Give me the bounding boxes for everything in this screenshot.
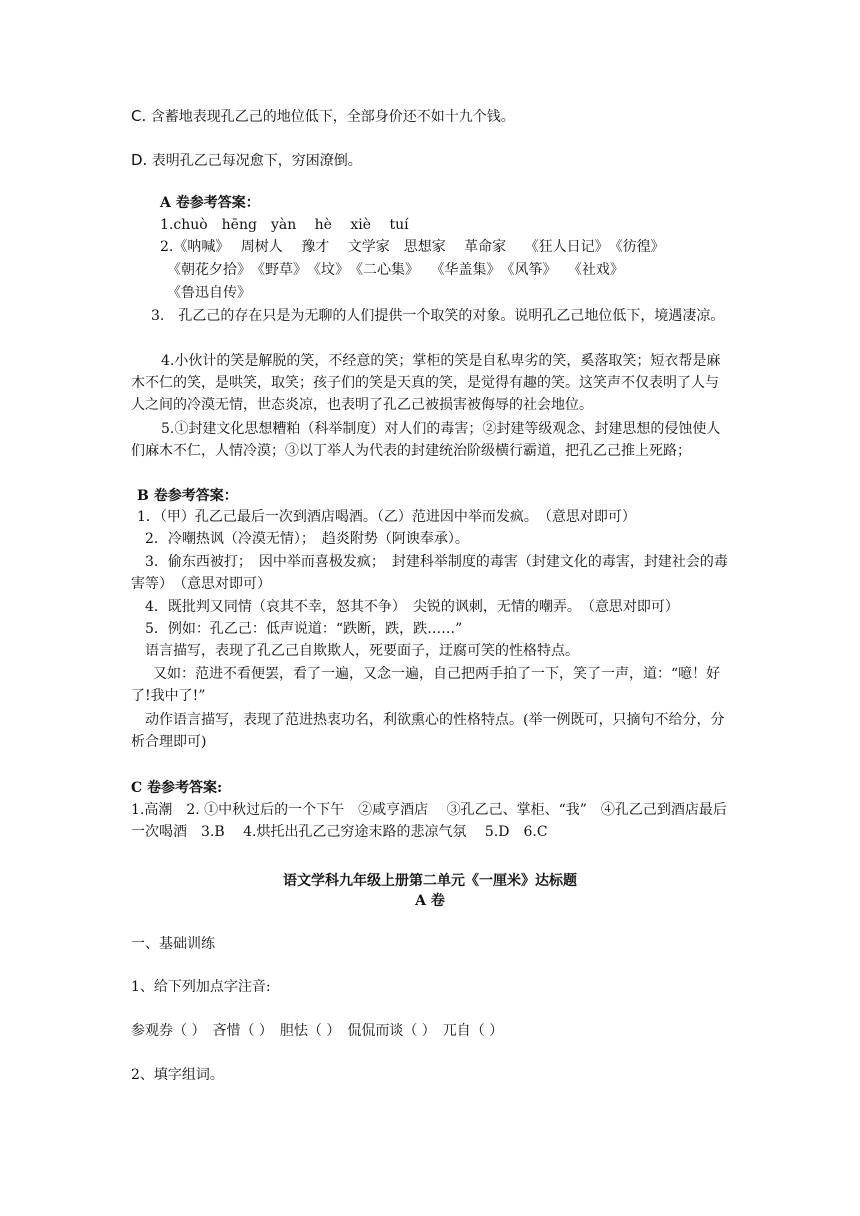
option-c <box>131 107 515 126</box>
answers-b-q5-analysis2: 动作语言描写，表现了范进热衷功名，利欲熏心的性格特点。(举一例既可，只摘句不给分，分析合理即可) <box>131 712 725 750</box>
unit-title: 语文学科九年级上册第二单元《一厘米》达标题 <box>283 873 577 889</box>
answers-b-heading: B 卷参考答案： <box>137 488 238 504</box>
answers-a-q2-line3: 《鲁迅自传》 <box>167 285 251 301</box>
option-c-text: 含蓄地表现孔乙己的地位低下，全部身价还不如十九个钱。 <box>150 109 515 125</box>
answers-a-heading: A 卷参考答案： <box>160 195 260 211</box>
answers-b-q4: 4．既批判又同情（哀其不幸，怒其不争） 尖锐的讽刺，无情的嘲弄。 （意思对即可） <box>145 599 679 615</box>
answers-b-q2: 2．冷嘲热讽（冷漠无情）； 趋炎附势（阿谀奉承）。 <box>145 531 469 547</box>
question-1: 1、给下列加点字注音: <box>131 979 271 995</box>
answers-a-q5: 5.①封建文化思想糟粕（科举制度）对人们的毒害；②封建等级观念、封建思想的侵蚀使人们麻木不仁，人情冷漠；③以丁举人为代表的封建统治阶级横行霸道，把孔乙己推上死路； <box>131 421 721 459</box>
answers-c-body: 1.高潮 2. ①中秋过后的一个下午 ②咸亨酒店 ③孔乙己、掌柜、“我” ④孔乙己到酒店最后一次喝酒 3.B 4.烘托出孔乙己穷途末路的悲凉气氛 5.D 6.C <box>131 802 727 840</box>
answers-a-q4: 4.小伙计的笑是解脱的笑，不经意的笑；掌柜的笑是自私卑劣的笑，奚落取笑；短衣帮是麻木不仁的笑，是哄笑，取笑；孩子们的笑是天真的笑，是觉得有趣的笑。这笑声不仅表明了人与人之间的冷漠无情，世态炎凉，也表明了孔乙己被损害被侮辱的社会地位。 <box>131 353 721 413</box>
answers-b-q5-analysis: 语言描写，表现了孔乙己自欺欺人，死要面子，迂腐可笑的性格特点。 <box>145 643 579 659</box>
unit-subtitle: A 卷 <box>415 893 445 909</box>
answers-a-q1: 1.chuò hēng yàn hè xiè tuí <box>160 217 409 233</box>
answers-b-q5-example: 5．例如：孔乙己：低声说道：“跌断，跌，跌……” <box>145 621 463 637</box>
answers-b-q5-also: 又如：范进不看便罢，看了一遍，又念一遍，自己把两手拍了一下，笑了一声，道：“噫！好了!我中了!” <box>131 666 721 704</box>
answers-c-heading: C 卷参考答案: <box>131 780 223 796</box>
answers-a-q2-line2: 《朝花夕拾》 《野草》 《坟》 《二心集》 《华盖集》 《风筝》 《社戏》 <box>167 262 624 278</box>
option-d <box>131 151 362 170</box>
option-c-letter: C. <box>131 107 147 125</box>
answers-a-q2-line1: 2.《呐喊》 周树人 豫才 文学家 思想家 革命家 《狂人日记》 《彷徨》 <box>160 239 665 255</box>
answers-b-q1: 1．（甲）孔乙己最后一次到酒店喝酒。（乙）范进因中举而发疯。 （意思对即可） <box>137 509 636 525</box>
question-1-items: 参观券（ ） 吝惜（ ） 胆怯（ ） 侃侃而谈（ ） 兀自（ ） <box>131 1023 504 1039</box>
section-basic-training: 一、基础训练 <box>131 936 215 952</box>
question-2: 2、填字组词。 <box>131 1067 224 1083</box>
option-d-text: 表明孔乙己每况愈下，穷困潦倒。 <box>151 153 362 169</box>
option-d-letter: D. <box>131 151 148 169</box>
answers-b-q3: 3．偷东西被打； 因中举而喜极发疯； 封建科举制度的毒害（封建文化的毒害，封建社会的毒害等） （意思对即可） <box>131 554 728 592</box>
answers-a-q3: 3. 孔乙己的存在只是为无聊的人们提供一个取笑的对象。说明孔乙己地位低下，境遇凄凉。 <box>151 308 725 324</box>
